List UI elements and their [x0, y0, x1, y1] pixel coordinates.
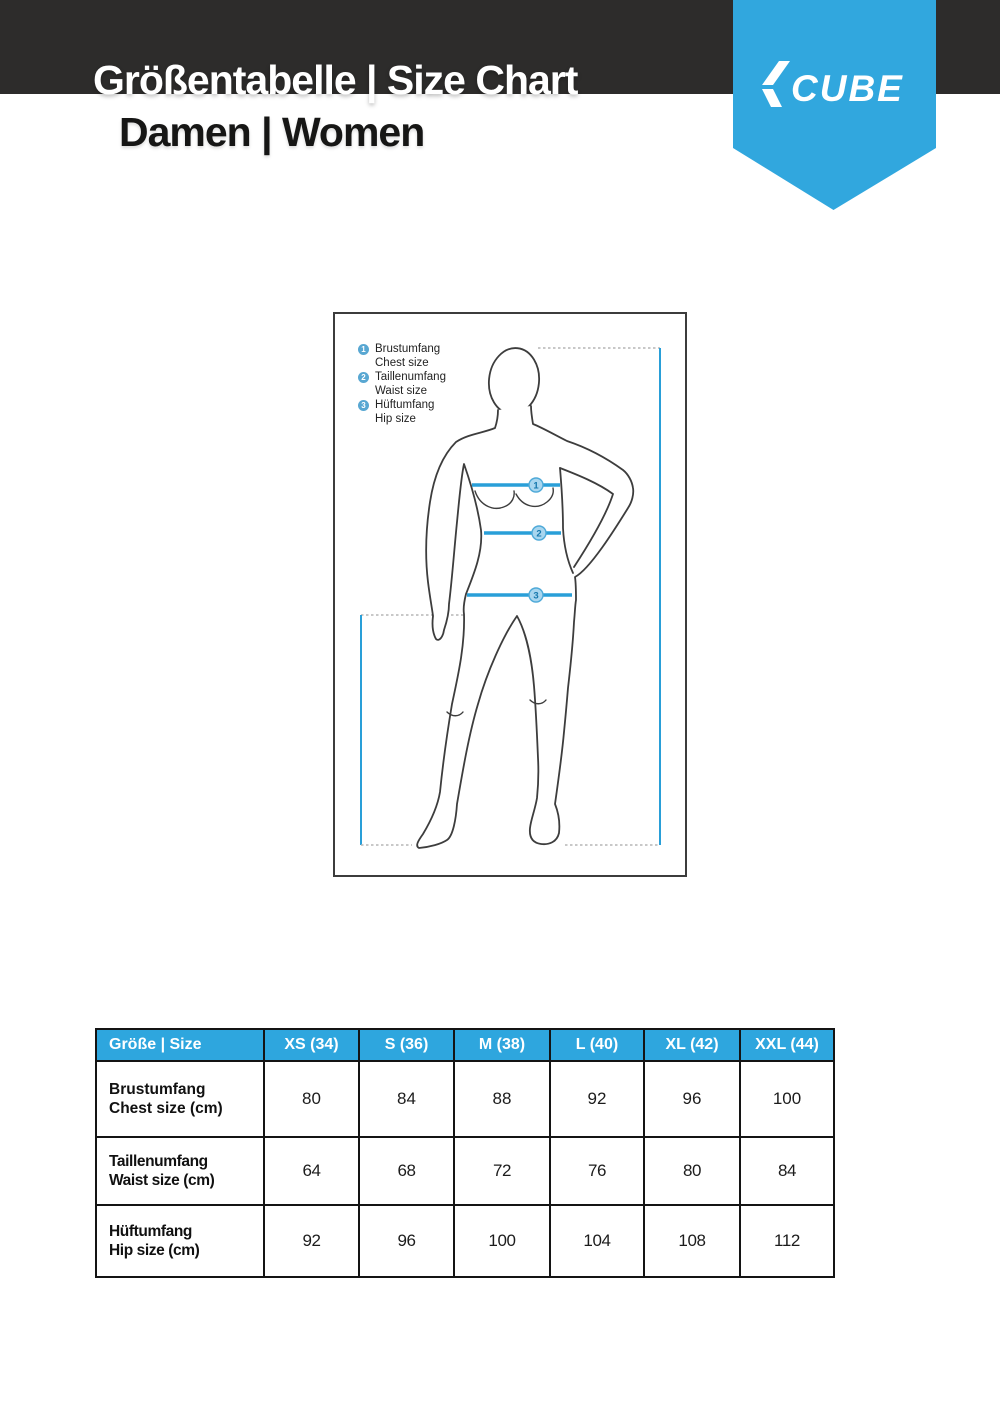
row-label-en: Hip size (cm): [109, 1242, 200, 1259]
diagram-legend: [358, 342, 446, 426]
legend-label-en: Waist size: [375, 385, 427, 397]
table-cell: 100: [740, 1061, 834, 1137]
row-label-de: Hüftumfang: [109, 1223, 192, 1240]
header-cell-s: S (36): [359, 1029, 454, 1061]
measurement-diagram: [333, 312, 687, 877]
page-subtitle: Damen | Women: [119, 109, 425, 155]
legend-label-waist: [375, 370, 446, 398]
legend-item-hip: [358, 398, 446, 426]
table-cell: 80: [644, 1137, 740, 1205]
table-row-hip: [96, 1205, 834, 1277]
row-label-hip: [96, 1205, 264, 1277]
table-cell: 84: [740, 1137, 834, 1205]
row-label-chest: [96, 1061, 264, 1137]
row-label-de: Taillenumfang: [109, 1153, 208, 1170]
size-table-header-row: [96, 1029, 834, 1061]
chest-marker: [529, 478, 543, 492]
legend-badge-3: 3: [358, 400, 369, 411]
table-cell: 84: [359, 1061, 454, 1137]
row-label-en: Chest size (cm): [109, 1100, 223, 1117]
table-cell: 96: [644, 1061, 740, 1137]
table-cell: 68: [359, 1137, 454, 1205]
table-cell: 64: [264, 1137, 359, 1205]
cube-logo-text: CUBE: [791, 68, 904, 109]
cube-logo: [733, 0, 936, 210]
table-cell: 72: [454, 1137, 550, 1205]
legend-label-en: Chest size: [375, 357, 429, 369]
table-cell: 96: [359, 1205, 454, 1277]
header-cell-m: M (38): [454, 1029, 550, 1061]
legend-label-hip: [375, 398, 434, 426]
waist-marker: [532, 526, 546, 540]
row-label-waist: [96, 1137, 264, 1205]
table-cell: 104: [550, 1205, 644, 1277]
header-cell-l: L (40): [550, 1029, 644, 1061]
header-cell-size: Größe | Size: [96, 1029, 264, 1061]
legend-item-chest: [358, 342, 446, 370]
legend-label-de: Hüftumfang: [375, 399, 435, 411]
cube-logo-icon: [762, 61, 790, 107]
table-cell: 92: [264, 1205, 359, 1277]
header-cell-xl: XL (42): [644, 1029, 740, 1061]
legend-badge-1: 1: [358, 344, 369, 355]
row-label-en: Waist size (cm): [109, 1172, 215, 1189]
table-cell: 76: [550, 1137, 644, 1205]
table-cell: 80: [264, 1061, 359, 1137]
table-cell: 92: [550, 1061, 644, 1137]
table-cell: 112: [740, 1205, 834, 1277]
table-cell: 108: [644, 1205, 740, 1277]
row-label-de: Brustumfang: [109, 1081, 206, 1098]
table-row-chest: [96, 1061, 834, 1137]
header-cell-xs: XS (34): [264, 1029, 359, 1061]
page-title: Größentabelle | Size Chart: [93, 57, 578, 103]
legend-label-en: Hip size: [375, 413, 416, 425]
legend-item-waist: [358, 370, 446, 398]
table-cell: 88: [454, 1061, 550, 1137]
header-cell-xxl: XXL (44): [740, 1029, 834, 1061]
hip-marker: [529, 588, 543, 602]
legend-label-de: Taillenumfang: [375, 371, 446, 383]
svg-text:3: 3: [533, 590, 539, 602]
table-row-waist: [96, 1137, 834, 1205]
table-cell: 100: [454, 1205, 550, 1277]
brand-ribbon: [733, 0, 936, 210]
legend-label-de: Brustumfang: [375, 343, 441, 355]
svg-text:1: 1: [533, 480, 539, 492]
female-figure: [417, 346, 633, 848]
svg-text:2: 2: [536, 528, 542, 540]
legend-label-chest: [375, 342, 440, 370]
legend-badge-2: 2: [358, 372, 369, 383]
size-table: [95, 1028, 835, 1278]
